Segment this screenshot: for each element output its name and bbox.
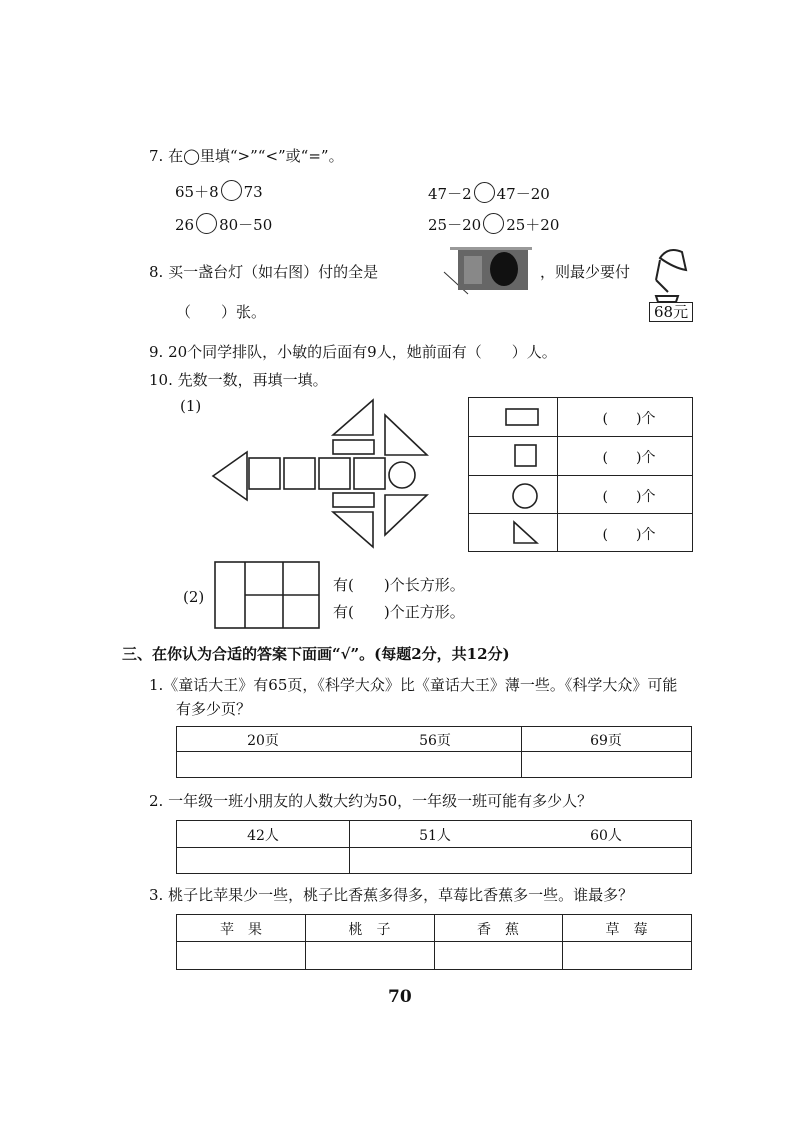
page-number: 70 — [388, 987, 412, 1007]
q7-item-4: 25－20 25＋20 — [428, 213, 559, 235]
s3-q2-table — [176, 820, 692, 874]
q7-title: 7. 在◯里填“>”“<”或“=”。 — [149, 147, 344, 165]
s3-q1-table — [176, 726, 692, 778]
option-56-pages: 56页 — [419, 733, 451, 749]
q8-line1b: ，则最少要付 — [540, 263, 631, 281]
q10-part1-label: (1) — [180, 397, 202, 415]
q8-line2: （ ）张。 — [176, 303, 267, 321]
option-69-pages: 69页 — [590, 733, 622, 749]
count-blank-rectangle[interactable]: ( )个 — [602, 411, 656, 427]
grid-figure — [213, 560, 323, 632]
answer-rectangles: 有( )个长方形。 — [333, 576, 465, 594]
q7-item-1: 65＋8 73 — [175, 180, 263, 202]
option-42-people: 42人 — [247, 828, 279, 844]
answer-cell-banana[interactable] — [434, 942, 562, 968]
shape-figure — [205, 395, 445, 555]
answer-cell-apple[interactable] — [177, 942, 305, 968]
option-20-pages: 20页 — [247, 733, 279, 749]
s3-q3-text: 3. 桃子比苹果少一些，桃子比香蕉多得多，草莓比香蕉多一些。谁最多？ — [149, 886, 634, 904]
desk-lamp-icon — [646, 246, 690, 304]
s3-q1-line1: 1.《童话大王》有65页，《科学大众》比《童话大王》薄一些。《科学大众》可能 — [149, 676, 678, 694]
q10-title: 10. 先数一数，再填一填。 — [149, 371, 328, 389]
answer-cell-42[interactable] — [177, 848, 349, 872]
count-blank-square[interactable]: ( )个 — [602, 450, 656, 466]
q7-item-2: 47－2 47－20 — [428, 182, 550, 204]
q8-line1a: 8. 买一盏台灯（如右图）付的全是 — [149, 263, 379, 281]
q7-item-3: 26 80－50 — [175, 213, 272, 235]
answer-cell-1-2[interactable] — [177, 752, 521, 776]
s3-q1-line2: 有多少页？ — [176, 700, 252, 718]
compare-circle[interactable] — [196, 213, 217, 234]
option-peach: 桃 子 — [348, 922, 391, 938]
count-blank-circle[interactable]: ( )个 — [602, 489, 656, 505]
compare-circle[interactable] — [221, 180, 242, 201]
count-blank-triangle[interactable]: ( )个 — [602, 527, 656, 543]
price-tag: 68元 — [649, 302, 693, 322]
option-apple: 苹 果 — [220, 922, 262, 938]
compare-circle[interactable] — [474, 182, 495, 203]
answer-cell-51-60[interactable] — [349, 848, 691, 872]
shape-count-table — [468, 397, 693, 552]
q10-part2-label: (2) — [183, 588, 205, 606]
section3-title: 三、在你认为合适的答案下面画“√”。(每题2分，共12分) — [122, 645, 510, 663]
option-banana: 香 蕉 — [477, 922, 519, 938]
circle-icon — [511, 482, 539, 510]
answer-cell-3[interactable] — [521, 752, 691, 776]
answer-cell-peach[interactable] — [305, 942, 434, 968]
option-51-people: 51人 — [419, 828, 451, 844]
s3-q3-table — [176, 914, 692, 970]
answer-cell-strawberry[interactable] — [562, 942, 691, 968]
banknote-icon — [440, 244, 540, 296]
square-icon — [513, 443, 539, 469]
answer-squares: 有( )个正方形。 — [333, 603, 465, 621]
option-60-people: 60人 — [590, 828, 622, 844]
triangle-icon — [511, 519, 539, 545]
option-strawberry: 草 莓 — [605, 922, 648, 938]
rectangle-icon — [505, 408, 541, 428]
q9-text: 9. 20个同学排队，小敏的后面有9人，她前面有（ ）人。 — [149, 343, 557, 361]
s3-q2-text: 2. 一年级一班小朋友的人数大约为50，一年级一班可能有多少人？ — [149, 792, 593, 810]
compare-circle[interactable] — [483, 213, 504, 234]
